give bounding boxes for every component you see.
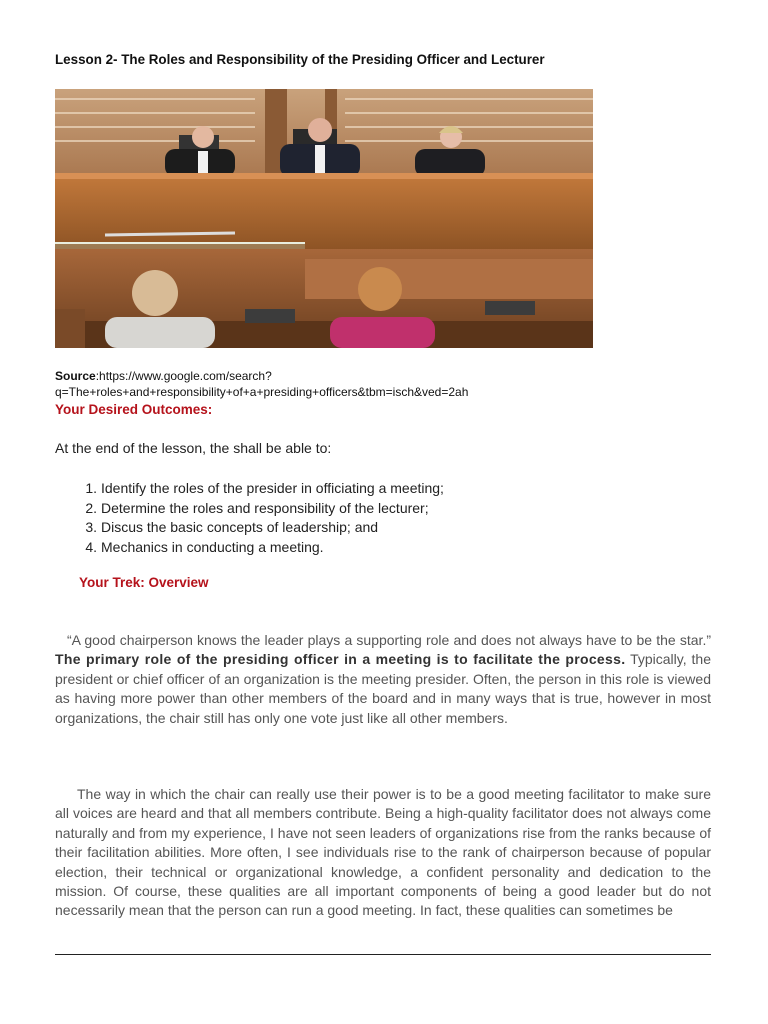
list-number: 4. [85,538,97,555]
outcomes-intro: At the end of the lesson, the shall be able to: [55,440,332,456]
list-number: 1. [85,480,97,496]
list-number: 2. [85,499,97,516]
source-url-line1[interactable]: :https://www.google.com/search? [95,369,272,383]
list-text: Discus the basic concepts of leadership; and [101,519,379,535]
paragraph-emphasis: The primary role of the presiding officer in a meeting is to facilitate the process. [55,651,626,668]
overview-paragraph-2: The way in which the chair can really use their power is to be a good meeting facilitator to make sure all voices are heard and that all members contribute. Being a high-quality facilitator does not always come naturally and from my experience, I have not seen leaders of organizations rise from the ranks because of their facilitation abilities. More often, I see individuals rise to the rank of chairperson because of popular election, their technical or organizational knowledge, a confident personality and dedication to the mission. Of course, these qualities are all important components of being a good leader but do not necessarily mean that the person can run a good meeting. In fact, these qualities can sometimes be [55,786,711,919]
trek-heading: Your Trek: Overview [79,575,209,590]
list-item [55,518,444,538]
source-label: Source [55,369,96,383]
outcomes-list [55,479,444,557]
list-item [55,479,444,499]
lesson-title: Lesson 2- The Roles and Responsibility of the Presiding Officer and Lecturer [55,52,545,67]
overview-paragraph-1 [55,631,711,728]
list-text: Mechanics in conducting a meeting. [101,538,324,555]
list-number: 3. [85,519,97,535]
list-item [55,499,444,519]
footer-divider [55,954,711,955]
list-text: Determine the roles and responsibility of the lecturer; [101,499,429,516]
list-item [55,538,444,558]
meeting-room-photo [55,89,593,348]
outcomes-heading: Your Desired Outcomes: [55,402,213,417]
image-source [55,368,695,400]
paragraph-text: “A good chairperson knows the leader plays a supporting role and does not always have to be the star.” [67,632,711,648]
list-text: Identify the roles of the presider in officiating a meeting; [101,480,444,496]
source-url-line2[interactable]: q=The+roles+and+responsibility+of+a+presiding+officers&tbm=isch&ved=2ah [55,385,469,399]
paragraph-text: Typically, the president or chief officer of an organization is the meeting presider. Often, the person in this role is viewed as having more power than other members of the board and in many ways that is true, however in most organizations, the chair still has only one vote just like all other members. [55,651,711,726]
